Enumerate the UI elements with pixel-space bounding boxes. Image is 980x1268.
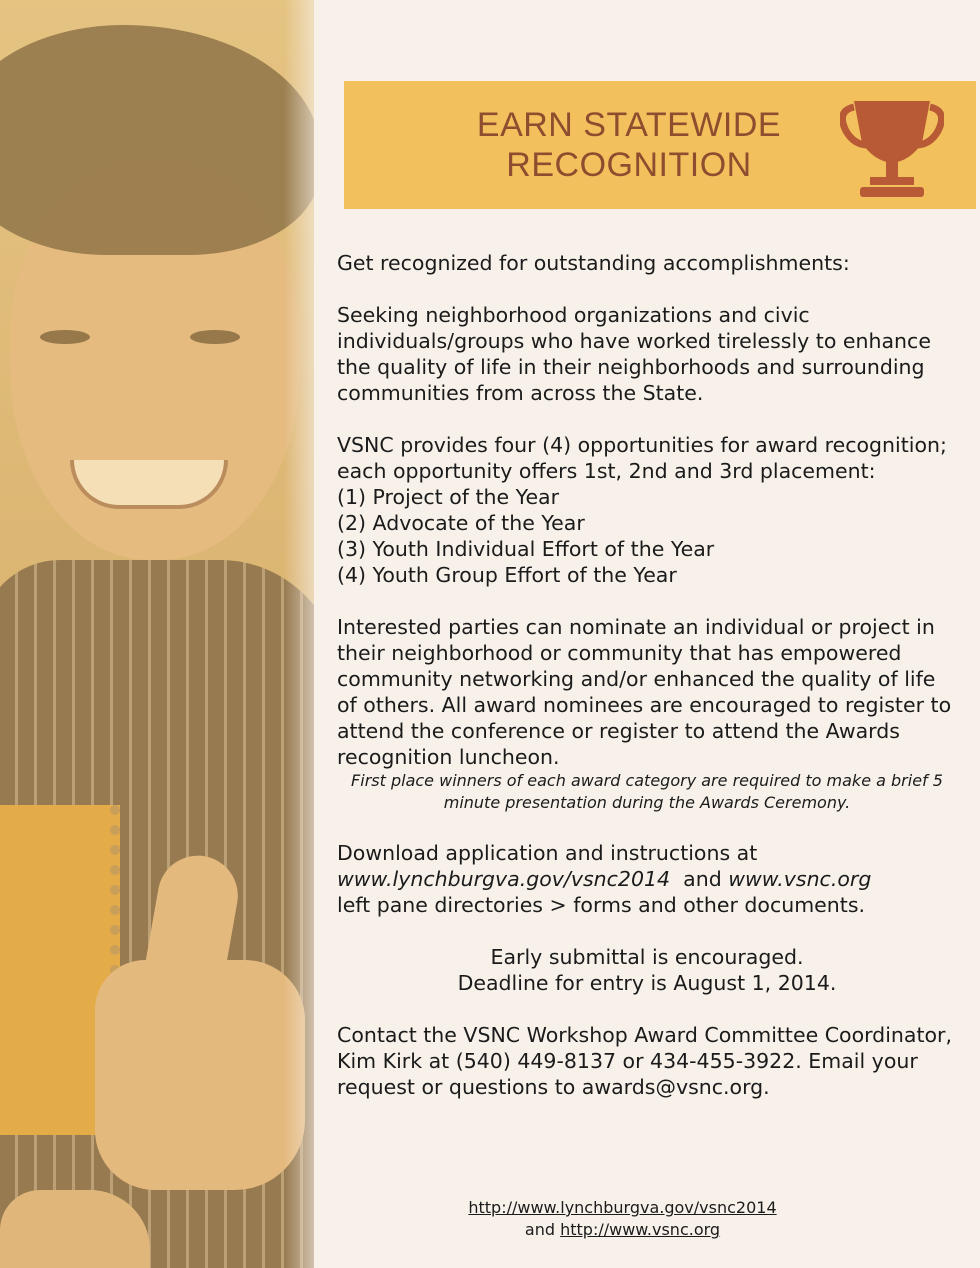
nominate-paragraph: Interested parties can nominate an individual or project in their neighborhood or community that has empowered community networking and/or enhanced the quality of life of others. All award nominees are encouraged to register to attend the conference or register to attend the Awards recognition luncheon. <box>337 615 952 769</box>
hero-photo <box>0 0 314 1268</box>
early-submittal: Early submittal is encouraged. <box>490 945 804 969</box>
footer-link-lynchburg[interactable]: http://www.lynchburgva.gov/vsnc2014 <box>468 1198 777 1217</box>
award-item-3: (3) Youth Individual Effort of the Year <box>337 537 715 561</box>
seeking-paragraph: Seeking neighborhood organizations and civic individuals/groups who have worked tirelessly to enhance the quality of life in their neighborhoods and surrounding communities from across the State. <box>337 303 931 405</box>
download-link-vsnc[interactable]: www.vsnc.org <box>728 867 872 891</box>
provides-paragraph: VSNC provides four (4) opportunities for award recognition; each opportunity offers 1st, 2nd and 3rd placement: <box>337 433 947 483</box>
photo-edge-fade <box>284 0 314 1268</box>
download-link-lynchburg[interactable]: www.lynchburgva.gov/vsnc2014 <box>337 867 671 891</box>
download-prefix: Download application and instructions at <box>337 841 758 865</box>
footer-links <box>450 1197 795 1241</box>
footer-and: and <box>524 1220 556 1239</box>
banner-title-line2: RECOGNITION <box>506 146 752 184</box>
footer-link-vsnc[interactable]: http://www.vsnc.org <box>560 1220 721 1239</box>
download-paragraph <box>337 840 957 918</box>
contact-paragraph: Contact the VSNC Workshop Award Committee Coordinator, Kim Kirk at (540) 449-8137 or 434-455-3922. Email your request or questions to awards@vsnc.org. <box>337 1023 952 1099</box>
award-item-2: (2) Advocate of the Year <box>337 511 585 535</box>
presentation-note: First place winners of each award category are required to make a brief 5 minute presentation during the Awards Ceremony. <box>351 771 943 812</box>
trophy-icon <box>840 93 944 199</box>
banner-title-line1: EARN STATEWIDE <box>476 106 782 144</box>
download-suffix: left pane directories > forms and other documents. <box>337 893 866 917</box>
award-item-1: (1) Project of the Year <box>337 485 560 509</box>
title-banner <box>344 81 976 209</box>
intro-text: Get recognized for outstanding accomplishments: <box>337 251 850 275</box>
award-item-4: (4) Youth Group Effort of the Year <box>337 563 677 587</box>
download-and: and <box>683 867 722 891</box>
banner-title <box>414 105 844 185</box>
main-content <box>337 250 957 1100</box>
photo-tint <box>0 0 314 1268</box>
deadline-text: Deadline for entry is August 1, 2014. <box>457 971 837 995</box>
